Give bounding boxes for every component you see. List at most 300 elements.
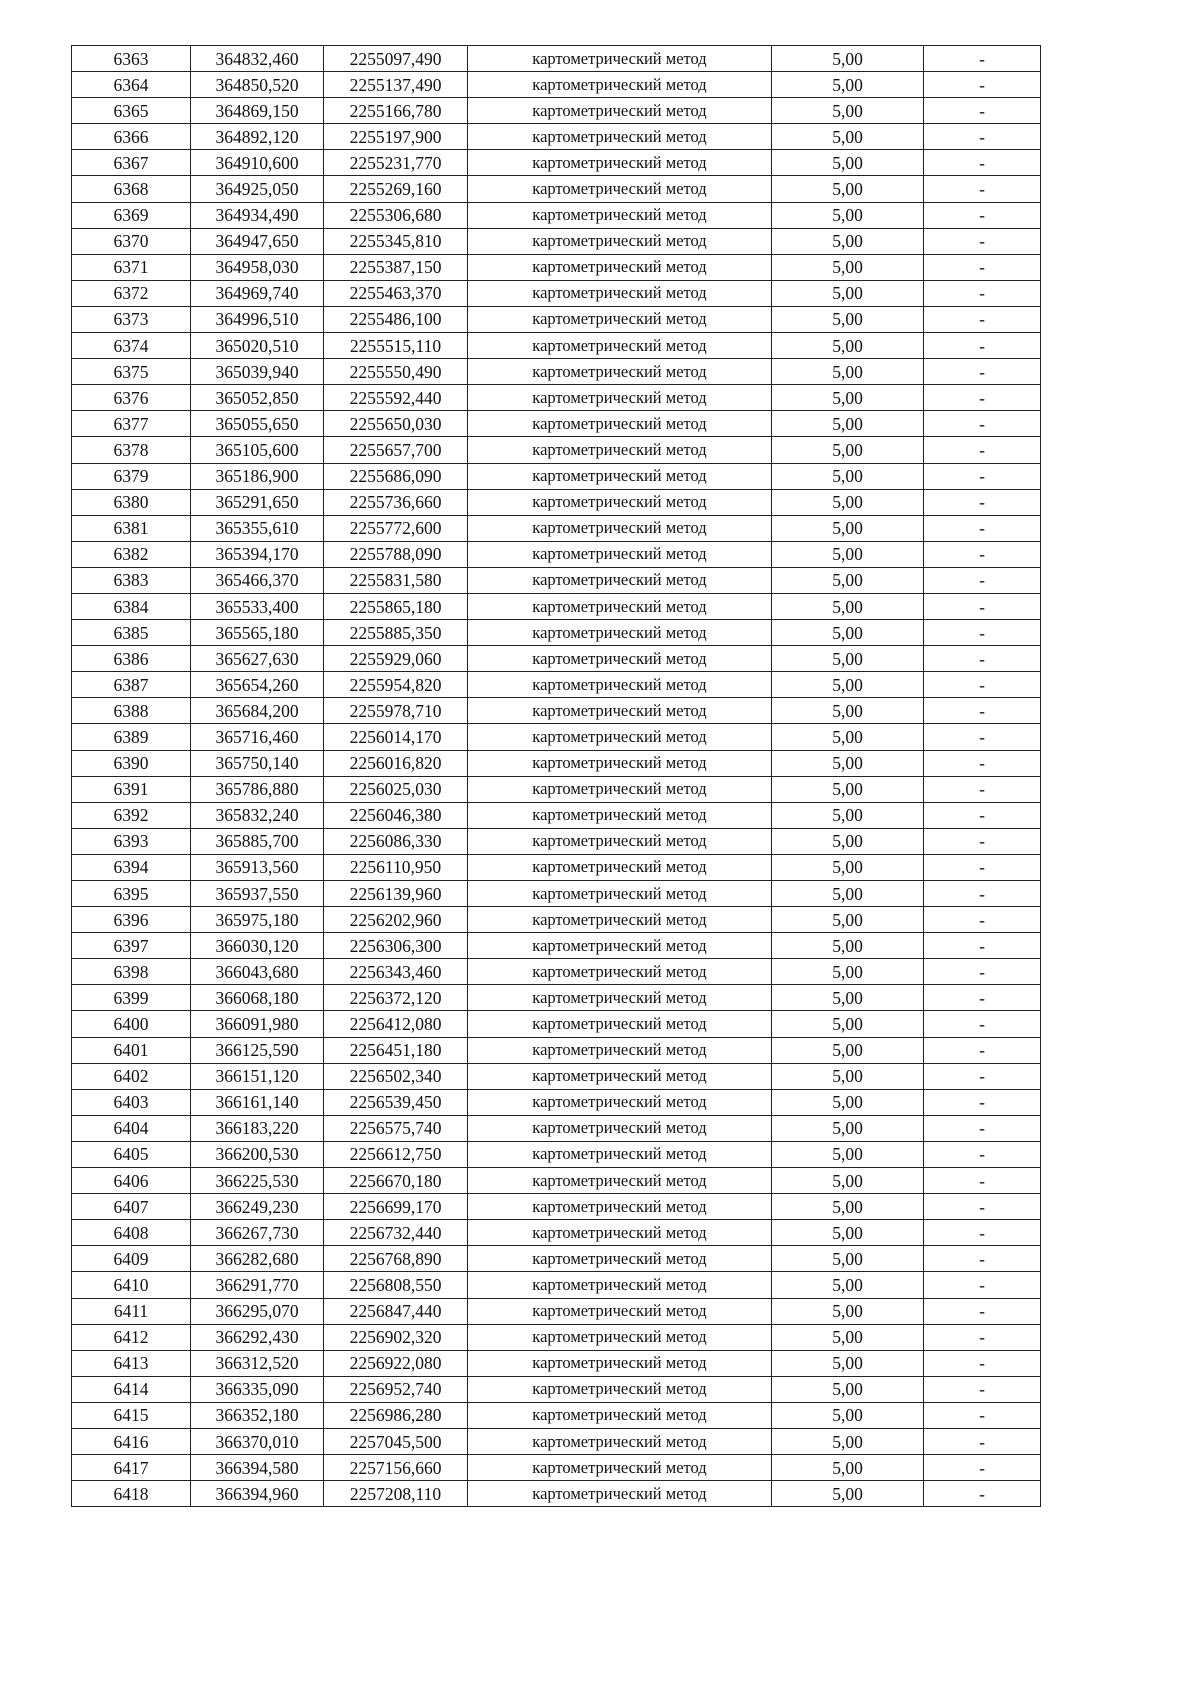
method-cell: картометрический метод xyxy=(468,1115,772,1141)
x-coordinate-cell: 365975,180 xyxy=(191,907,324,933)
accuracy-cell: 5,00 xyxy=(772,933,924,959)
point-number-cell: 6387 xyxy=(72,672,191,698)
x-coordinate-cell: 365291,650 xyxy=(191,489,324,515)
point-number-cell: 6400 xyxy=(72,1011,191,1037)
description-cell: - xyxy=(924,124,1041,150)
description-cell: - xyxy=(924,98,1041,124)
description-cell: - xyxy=(924,1481,1041,1507)
description-cell: - xyxy=(924,854,1041,880)
x-coordinate-cell: 365786,880 xyxy=(191,776,324,802)
description-cell: - xyxy=(924,1455,1041,1481)
table-row xyxy=(72,672,1041,698)
method-cell: картометрический метод xyxy=(468,1402,772,1428)
method-cell: картометрический метод xyxy=(468,881,772,907)
table-row xyxy=(72,698,1041,724)
point-number-cell: 6393 xyxy=(72,828,191,854)
description-cell: - xyxy=(924,280,1041,306)
point-number-cell: 6396 xyxy=(72,907,191,933)
x-coordinate-cell: 365186,900 xyxy=(191,463,324,489)
y-coordinate-cell: 2256847,440 xyxy=(324,1298,468,1324)
point-number-cell: 6376 xyxy=(72,385,191,411)
accuracy-cell: 5,00 xyxy=(772,306,924,332)
y-coordinate-cell: 2256808,550 xyxy=(324,1272,468,1298)
x-coordinate-cell: 366125,590 xyxy=(191,1037,324,1063)
y-coordinate-cell: 2255978,710 xyxy=(324,698,468,724)
x-coordinate-cell: 366394,960 xyxy=(191,1481,324,1507)
y-coordinate-cell: 2255486,100 xyxy=(324,306,468,332)
point-number-cell: 6414 xyxy=(72,1376,191,1402)
description-cell: - xyxy=(924,985,1041,1011)
table-row xyxy=(72,620,1041,646)
accuracy-cell: 5,00 xyxy=(772,541,924,567)
point-number-cell: 6405 xyxy=(72,1141,191,1167)
method-cell: картометрический метод xyxy=(468,1037,772,1063)
table-row xyxy=(72,776,1041,802)
description-cell: - xyxy=(924,1324,1041,1350)
method-cell: картометрический метод xyxy=(468,1376,772,1402)
description-cell: - xyxy=(924,959,1041,985)
description-cell: - xyxy=(924,1037,1041,1063)
x-coordinate-cell: 366394,580 xyxy=(191,1455,324,1481)
x-coordinate-cell: 364832,460 xyxy=(191,46,324,72)
accuracy-cell: 5,00 xyxy=(772,593,924,619)
accuracy-cell: 5,00 xyxy=(772,959,924,985)
point-number-cell: 6397 xyxy=(72,933,191,959)
accuracy-cell: 5,00 xyxy=(772,1011,924,1037)
y-coordinate-cell: 2256612,750 xyxy=(324,1141,468,1167)
description-cell: - xyxy=(924,437,1041,463)
x-coordinate-cell: 364910,600 xyxy=(191,150,324,176)
accuracy-cell: 5,00 xyxy=(772,1298,924,1324)
description-cell: - xyxy=(924,1402,1041,1428)
point-number-cell: 6375 xyxy=(72,359,191,385)
y-coordinate-cell: 2255954,820 xyxy=(324,672,468,698)
method-cell: картометрический метод xyxy=(468,202,772,228)
method-cell: картометрический метод xyxy=(468,1350,772,1376)
table-row xyxy=(72,1220,1041,1246)
x-coordinate-cell: 366161,140 xyxy=(191,1089,324,1115)
method-cell: картометрический метод xyxy=(468,124,772,150)
table-row xyxy=(72,828,1041,854)
point-number-cell: 6386 xyxy=(72,646,191,672)
accuracy-cell: 5,00 xyxy=(772,567,924,593)
method-cell: картометрический метод xyxy=(468,1168,772,1194)
x-coordinate-cell: 366312,520 xyxy=(191,1350,324,1376)
y-coordinate-cell: 2257156,660 xyxy=(324,1455,468,1481)
point-number-cell: 6412 xyxy=(72,1324,191,1350)
method-cell: картометрический метод xyxy=(468,1298,772,1324)
y-coordinate-cell: 2256922,080 xyxy=(324,1350,468,1376)
y-coordinate-cell: 2256502,340 xyxy=(324,1063,468,1089)
method-cell: картометрический метод xyxy=(468,333,772,359)
point-number-cell: 6399 xyxy=(72,985,191,1011)
description-cell: - xyxy=(924,46,1041,72)
point-number-cell: 6374 xyxy=(72,333,191,359)
y-coordinate-cell: 2256670,180 xyxy=(324,1168,468,1194)
description-cell: - xyxy=(924,359,1041,385)
x-coordinate-cell: 365355,610 xyxy=(191,515,324,541)
y-coordinate-cell: 2255929,060 xyxy=(324,646,468,672)
y-coordinate-cell: 2255550,490 xyxy=(324,359,468,385)
point-number-cell: 6416 xyxy=(72,1428,191,1454)
point-number-cell: 6390 xyxy=(72,750,191,776)
point-number-cell: 6383 xyxy=(72,567,191,593)
method-cell: картометрический метод xyxy=(468,907,772,933)
accuracy-cell: 5,00 xyxy=(772,202,924,228)
description-cell: - xyxy=(924,620,1041,646)
point-number-cell: 6367 xyxy=(72,150,191,176)
description-cell: - xyxy=(924,1220,1041,1246)
x-coordinate-cell: 364850,520 xyxy=(191,72,324,98)
method-cell: картометрический метод xyxy=(468,1272,772,1298)
accuracy-cell: 5,00 xyxy=(772,1428,924,1454)
method-cell: картометрический метод xyxy=(468,1324,772,1350)
y-coordinate-cell: 2255885,350 xyxy=(324,620,468,646)
x-coordinate-cell: 365627,630 xyxy=(191,646,324,672)
accuracy-cell: 5,00 xyxy=(772,463,924,489)
accuracy-cell: 5,00 xyxy=(772,1324,924,1350)
x-coordinate-cell: 365750,140 xyxy=(191,750,324,776)
method-cell: картометрический метод xyxy=(468,567,772,593)
coordinates-table xyxy=(71,45,1041,1507)
x-coordinate-cell: 366091,980 xyxy=(191,1011,324,1037)
method-cell: картометрический метод xyxy=(468,959,772,985)
table-row xyxy=(72,1376,1041,1402)
y-coordinate-cell: 2256372,120 xyxy=(324,985,468,1011)
description-cell: - xyxy=(924,1011,1041,1037)
table-row xyxy=(72,907,1041,933)
point-number-cell: 6377 xyxy=(72,411,191,437)
method-cell: картометрический метод xyxy=(468,985,772,1011)
table-row xyxy=(72,228,1041,254)
description-cell: - xyxy=(924,1141,1041,1167)
accuracy-cell: 5,00 xyxy=(772,1376,924,1402)
description-cell: - xyxy=(924,1298,1041,1324)
y-coordinate-cell: 2256202,960 xyxy=(324,907,468,933)
description-cell: - xyxy=(924,333,1041,359)
point-number-cell: 6415 xyxy=(72,1402,191,1428)
y-coordinate-cell: 2255788,090 xyxy=(324,541,468,567)
method-cell: картометрический метод xyxy=(468,750,772,776)
table-row xyxy=(72,1350,1041,1376)
accuracy-cell: 5,00 xyxy=(772,1350,924,1376)
x-coordinate-cell: 366267,730 xyxy=(191,1220,324,1246)
description-cell: - xyxy=(924,828,1041,854)
description-cell: - xyxy=(924,1376,1041,1402)
point-number-cell: 6407 xyxy=(72,1194,191,1220)
table-row xyxy=(72,46,1041,72)
table-row xyxy=(72,280,1041,306)
x-coordinate-cell: 364925,050 xyxy=(191,176,324,202)
x-coordinate-cell: 366352,180 xyxy=(191,1402,324,1428)
accuracy-cell: 5,00 xyxy=(772,1272,924,1298)
point-number-cell: 6418 xyxy=(72,1481,191,1507)
x-coordinate-cell: 364969,740 xyxy=(191,280,324,306)
point-number-cell: 6406 xyxy=(72,1168,191,1194)
table-row xyxy=(72,1141,1041,1167)
accuracy-cell: 5,00 xyxy=(772,1115,924,1141)
x-coordinate-cell: 365684,200 xyxy=(191,698,324,724)
point-number-cell: 6395 xyxy=(72,881,191,907)
point-number-cell: 6404 xyxy=(72,1115,191,1141)
method-cell: картометрический метод xyxy=(468,1141,772,1167)
point-number-cell: 6365 xyxy=(72,98,191,124)
x-coordinate-cell: 366335,090 xyxy=(191,1376,324,1402)
y-coordinate-cell: 2255592,440 xyxy=(324,385,468,411)
table-row xyxy=(72,1455,1041,1481)
method-cell: картометрический метод xyxy=(468,72,772,98)
point-number-cell: 6388 xyxy=(72,698,191,724)
table-row xyxy=(72,854,1041,880)
method-cell: картометрический метод xyxy=(468,1220,772,1246)
y-coordinate-cell: 2256086,330 xyxy=(324,828,468,854)
point-number-cell: 6371 xyxy=(72,254,191,280)
accuracy-cell: 5,00 xyxy=(772,359,924,385)
accuracy-cell: 5,00 xyxy=(772,646,924,672)
accuracy-cell: 5,00 xyxy=(772,1194,924,1220)
y-coordinate-cell: 2255515,110 xyxy=(324,333,468,359)
method-cell: картометрический метод xyxy=(468,46,772,72)
description-cell: - xyxy=(924,1115,1041,1141)
point-number-cell: 6398 xyxy=(72,959,191,985)
point-number-cell: 6369 xyxy=(72,202,191,228)
method-cell: картометрический метод xyxy=(468,437,772,463)
x-coordinate-cell: 366200,530 xyxy=(191,1141,324,1167)
point-number-cell: 6364 xyxy=(72,72,191,98)
accuracy-cell: 5,00 xyxy=(772,228,924,254)
method-cell: картометрический метод xyxy=(468,620,772,646)
x-coordinate-cell: 365105,600 xyxy=(191,437,324,463)
method-cell: картометрический метод xyxy=(468,1455,772,1481)
y-coordinate-cell: 2256768,890 xyxy=(324,1246,468,1272)
method-cell: картометрический метод xyxy=(468,698,772,724)
method-cell: картометрический метод xyxy=(468,385,772,411)
method-cell: картометрический метод xyxy=(468,463,772,489)
table-row xyxy=(72,333,1041,359)
y-coordinate-cell: 2256952,740 xyxy=(324,1376,468,1402)
method-cell: картометрический метод xyxy=(468,854,772,880)
y-coordinate-cell: 2256110,950 xyxy=(324,854,468,880)
accuracy-cell: 5,00 xyxy=(772,1141,924,1167)
accuracy-cell: 5,00 xyxy=(772,1402,924,1428)
table-row xyxy=(72,959,1041,985)
table-row xyxy=(72,1194,1041,1220)
table-row xyxy=(72,98,1041,124)
accuracy-cell: 5,00 xyxy=(772,698,924,724)
y-coordinate-cell: 2256025,030 xyxy=(324,776,468,802)
method-cell: картометрический метод xyxy=(468,359,772,385)
x-coordinate-cell: 365394,170 xyxy=(191,541,324,567)
method-cell: картометрический метод xyxy=(468,1428,772,1454)
y-coordinate-cell: 2255387,150 xyxy=(324,254,468,280)
y-coordinate-cell: 2255463,370 xyxy=(324,280,468,306)
description-cell: - xyxy=(924,1428,1041,1454)
accuracy-cell: 5,00 xyxy=(772,489,924,515)
point-number-cell: 6380 xyxy=(72,489,191,515)
table-row xyxy=(72,254,1041,280)
accuracy-cell: 5,00 xyxy=(772,124,924,150)
point-number-cell: 6403 xyxy=(72,1089,191,1115)
method-cell: картометрический метод xyxy=(468,150,772,176)
method-cell: картометрический метод xyxy=(468,646,772,672)
description-cell: - xyxy=(924,306,1041,332)
accuracy-cell: 5,00 xyxy=(772,828,924,854)
accuracy-cell: 5,00 xyxy=(772,72,924,98)
accuracy-cell: 5,00 xyxy=(772,724,924,750)
description-cell: - xyxy=(924,907,1041,933)
table-row xyxy=(72,1402,1041,1428)
x-coordinate-cell: 366282,680 xyxy=(191,1246,324,1272)
x-coordinate-cell: 366225,530 xyxy=(191,1168,324,1194)
accuracy-cell: 5,00 xyxy=(772,672,924,698)
description-cell: - xyxy=(924,1194,1041,1220)
y-coordinate-cell: 2255097,490 xyxy=(324,46,468,72)
table-row xyxy=(72,202,1041,228)
point-number-cell: 6392 xyxy=(72,802,191,828)
x-coordinate-cell: 365913,560 xyxy=(191,854,324,880)
y-coordinate-cell: 2255772,600 xyxy=(324,515,468,541)
description-cell: - xyxy=(924,1168,1041,1194)
y-coordinate-cell: 2256412,080 xyxy=(324,1011,468,1037)
x-coordinate-cell: 365937,550 xyxy=(191,881,324,907)
method-cell: картометрический метод xyxy=(468,489,772,515)
description-cell: - xyxy=(924,1272,1041,1298)
y-coordinate-cell: 2255657,700 xyxy=(324,437,468,463)
y-coordinate-cell: 2255686,090 xyxy=(324,463,468,489)
table-row xyxy=(72,1037,1041,1063)
method-cell: картометрический метод xyxy=(468,306,772,332)
description-cell: - xyxy=(924,724,1041,750)
method-cell: картометрический метод xyxy=(468,228,772,254)
point-number-cell: 6413 xyxy=(72,1350,191,1376)
x-coordinate-cell: 366043,680 xyxy=(191,959,324,985)
x-coordinate-cell: 364958,030 xyxy=(191,254,324,280)
table-row xyxy=(72,489,1041,515)
table-row xyxy=(72,541,1041,567)
method-cell: картометрический метод xyxy=(468,1246,772,1272)
method-cell: картометрический метод xyxy=(468,828,772,854)
table-row xyxy=(72,1481,1041,1507)
table-row xyxy=(72,1246,1041,1272)
accuracy-cell: 5,00 xyxy=(772,907,924,933)
y-coordinate-cell: 2255650,030 xyxy=(324,411,468,437)
description-cell: - xyxy=(924,385,1041,411)
y-coordinate-cell: 2256016,820 xyxy=(324,750,468,776)
table-row xyxy=(72,1115,1041,1141)
description-cell: - xyxy=(924,881,1041,907)
y-coordinate-cell: 2255831,580 xyxy=(324,567,468,593)
table-row xyxy=(72,359,1041,385)
table-row xyxy=(72,515,1041,541)
accuracy-cell: 5,00 xyxy=(772,46,924,72)
table-row xyxy=(72,985,1041,1011)
method-cell: картометрический метод xyxy=(468,541,772,567)
x-coordinate-cell: 365055,650 xyxy=(191,411,324,437)
y-coordinate-cell: 2255345,810 xyxy=(324,228,468,254)
x-coordinate-cell: 366370,010 xyxy=(191,1428,324,1454)
accuracy-cell: 5,00 xyxy=(772,437,924,463)
x-coordinate-cell: 364869,150 xyxy=(191,98,324,124)
accuracy-cell: 5,00 xyxy=(772,985,924,1011)
x-coordinate-cell: 364996,510 xyxy=(191,306,324,332)
y-coordinate-cell: 2255231,770 xyxy=(324,150,468,176)
y-coordinate-cell: 2256699,170 xyxy=(324,1194,468,1220)
x-coordinate-cell: 364947,650 xyxy=(191,228,324,254)
table-row xyxy=(72,1011,1041,1037)
table-row xyxy=(72,802,1041,828)
table-row xyxy=(72,933,1041,959)
accuracy-cell: 5,00 xyxy=(772,254,924,280)
x-coordinate-cell: 365716,460 xyxy=(191,724,324,750)
accuracy-cell: 5,00 xyxy=(772,854,924,880)
accuracy-cell: 5,00 xyxy=(772,98,924,124)
method-cell: картометрический метод xyxy=(468,672,772,698)
table-row xyxy=(72,1063,1041,1089)
table-row xyxy=(72,1324,1041,1350)
description-cell: - xyxy=(924,411,1041,437)
y-coordinate-cell: 2256139,960 xyxy=(324,881,468,907)
point-number-cell: 6411 xyxy=(72,1298,191,1324)
point-number-cell: 6368 xyxy=(72,176,191,202)
x-coordinate-cell: 365052,850 xyxy=(191,385,324,411)
point-number-cell: 6370 xyxy=(72,228,191,254)
x-coordinate-cell: 364892,120 xyxy=(191,124,324,150)
table-row xyxy=(72,411,1041,437)
accuracy-cell: 5,00 xyxy=(772,333,924,359)
accuracy-cell: 5,00 xyxy=(772,150,924,176)
y-coordinate-cell: 2256539,450 xyxy=(324,1089,468,1115)
method-cell: картометрический метод xyxy=(468,1011,772,1037)
method-cell: картометрический метод xyxy=(468,254,772,280)
description-cell: - xyxy=(924,698,1041,724)
method-cell: картометрический метод xyxy=(468,1194,772,1220)
method-cell: картометрический метод xyxy=(468,593,772,619)
coordinates-table-body xyxy=(72,46,1041,1507)
accuracy-cell: 5,00 xyxy=(772,620,924,646)
accuracy-cell: 5,00 xyxy=(772,280,924,306)
table-row xyxy=(72,567,1041,593)
x-coordinate-cell: 365565,180 xyxy=(191,620,324,646)
description-cell: - xyxy=(924,202,1041,228)
accuracy-cell: 5,00 xyxy=(772,1246,924,1272)
accuracy-cell: 5,00 xyxy=(772,1481,924,1507)
point-number-cell: 6417 xyxy=(72,1455,191,1481)
description-cell: - xyxy=(924,176,1041,202)
point-number-cell: 6394 xyxy=(72,854,191,880)
x-coordinate-cell: 365885,700 xyxy=(191,828,324,854)
description-cell: - xyxy=(924,1089,1041,1115)
y-coordinate-cell: 2255269,160 xyxy=(324,176,468,202)
x-coordinate-cell: 366151,120 xyxy=(191,1063,324,1089)
method-cell: картометрический метод xyxy=(468,411,772,437)
description-cell: - xyxy=(924,567,1041,593)
x-coordinate-cell: 366030,120 xyxy=(191,933,324,959)
description-cell: - xyxy=(924,541,1041,567)
method-cell: картометрический метод xyxy=(468,1089,772,1115)
point-number-cell: 6389 xyxy=(72,724,191,750)
x-coordinate-cell: 365654,260 xyxy=(191,672,324,698)
table-row xyxy=(72,1168,1041,1194)
y-coordinate-cell: 2256306,300 xyxy=(324,933,468,959)
method-cell: картометрический метод xyxy=(468,724,772,750)
y-coordinate-cell: 2256902,320 xyxy=(324,1324,468,1350)
description-cell: - xyxy=(924,254,1041,280)
method-cell: картометрический метод xyxy=(468,933,772,959)
accuracy-cell: 5,00 xyxy=(772,1455,924,1481)
x-coordinate-cell: 365832,240 xyxy=(191,802,324,828)
accuracy-cell: 5,00 xyxy=(772,515,924,541)
description-cell: - xyxy=(924,72,1041,98)
